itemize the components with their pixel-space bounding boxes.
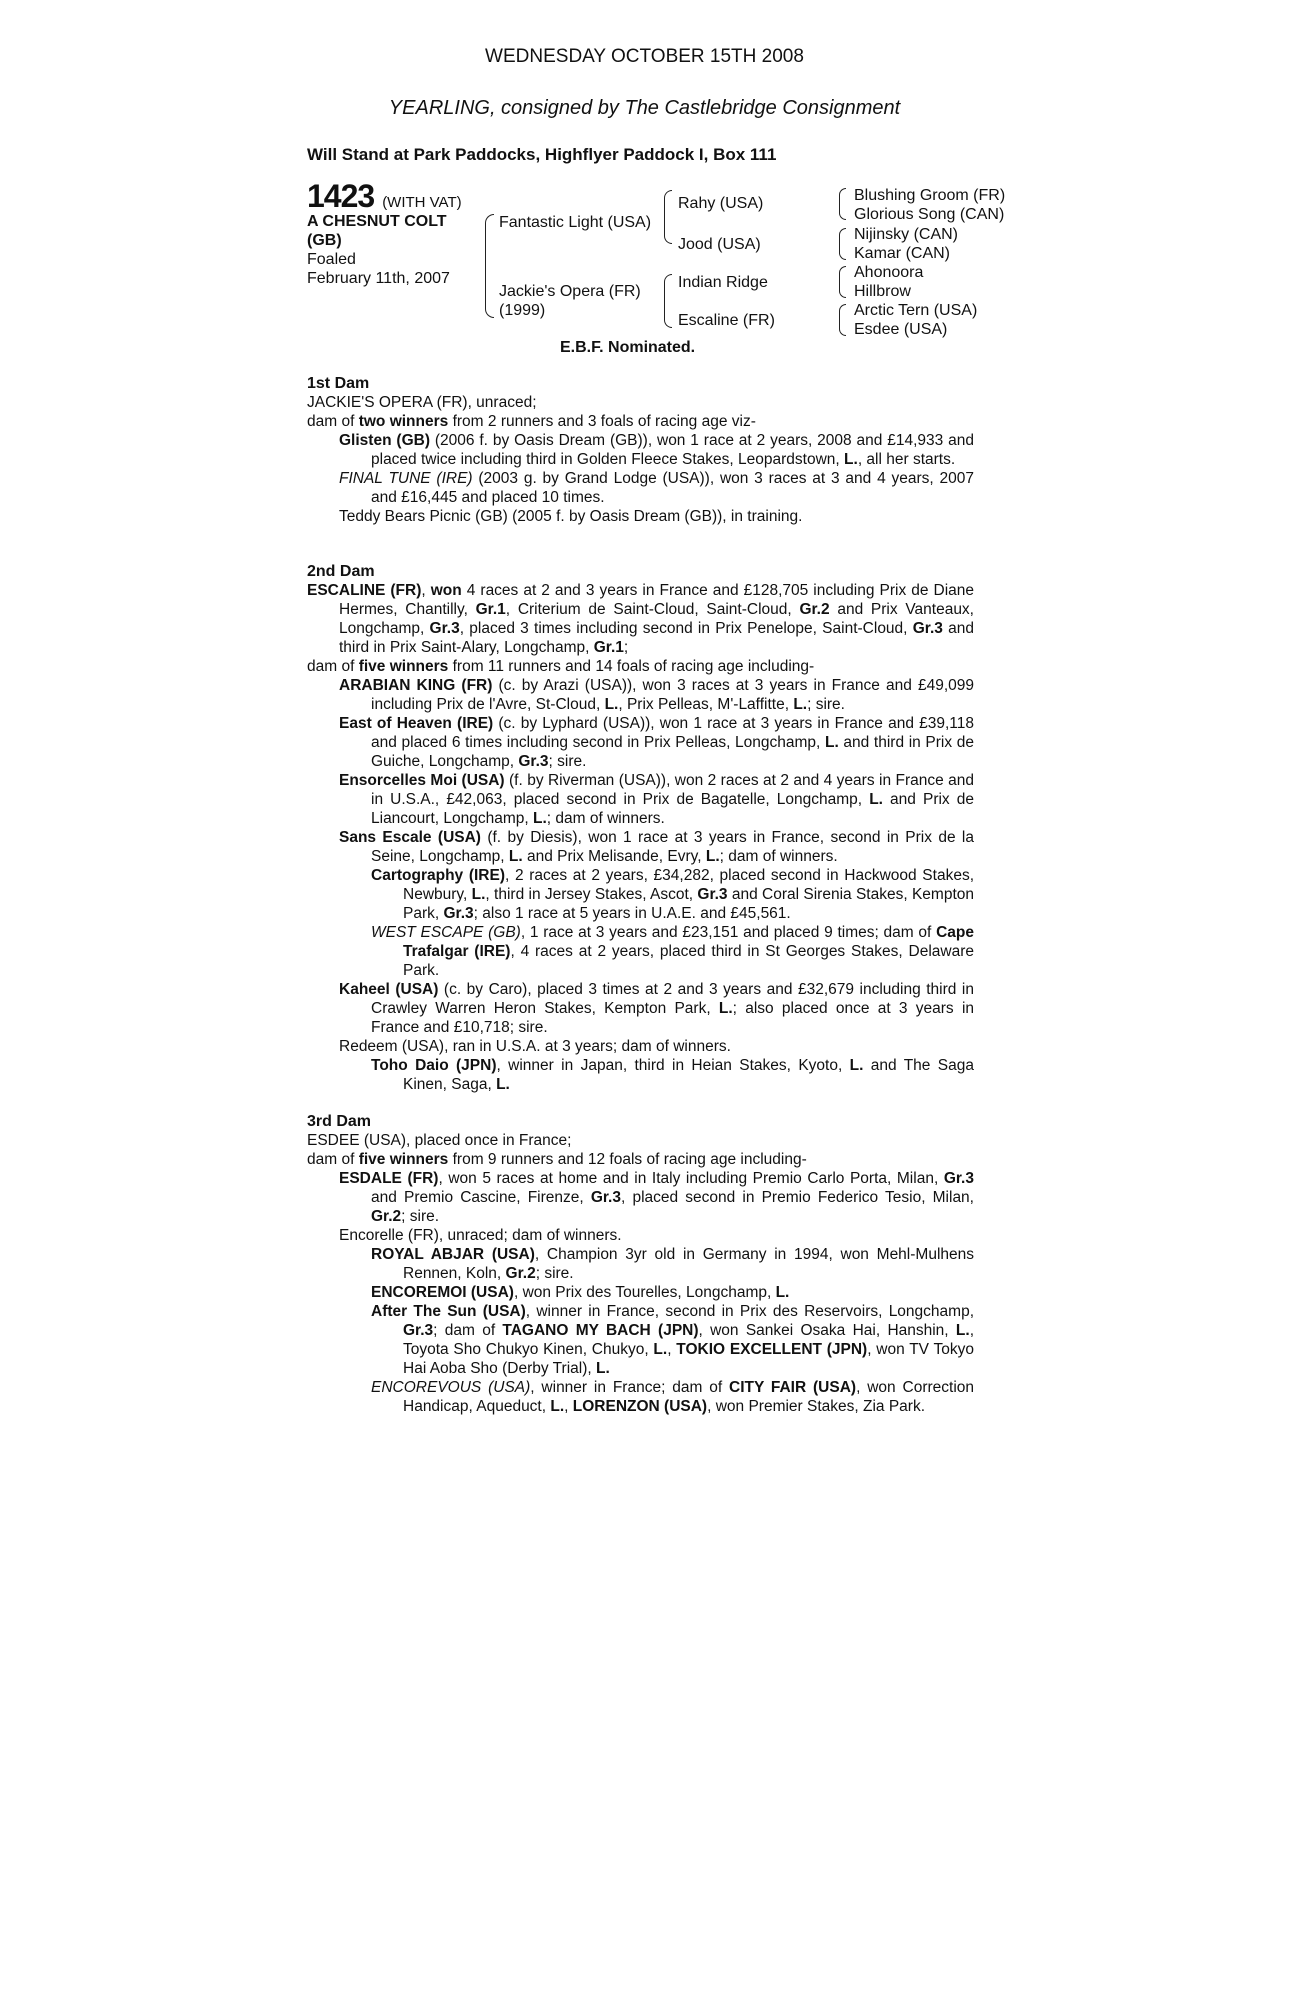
sire-sire: Rahy (USA) <box>678 195 764 212</box>
dam: Jackie's Opera (FR) <box>499 283 641 300</box>
g6: Hillbrow <box>854 283 911 300</box>
produce-west-escape: WEST ESCAPE (GB), 1 race at 3 years and £23,151 and placed 9 times; dam of Cape Trafalgar (IRE), 4 races at 2 years, placed third in St Georges Stakes, Delaware Park. <box>371 924 974 979</box>
produce-royal-abjar: ROYAL ABJAR (USA), Champion 3yr old in Germany in 1994, won Mehl-Mulhens Rennen, Koln, Gr.2; sire. <box>371 1246 974 1282</box>
sire-dam: Jood (USA) <box>678 236 761 253</box>
first-dam-produce: dam of two winners from 2 runners and 3 foals of racing age viz- <box>307 413 756 430</box>
horse-description: A CHESNUT COLT (GB) <box>307 213 447 249</box>
dam-year: (1999) <box>499 302 546 319</box>
g3: Nijinsky (CAN) <box>854 226 958 243</box>
third-dam-line: ESDEE (USA), placed once in France; <box>307 1132 572 1149</box>
produce-encorelle: Encorelle (FR), unraced; dam of winners. <box>339 1227 622 1244</box>
foaled-date: February 11th, 2007 <box>307 270 450 287</box>
second-dam-heading: 2nd Dam <box>307 563 375 580</box>
produce-after-the-sun: After The Sun (USA), winner in France, second in Prix des Reservoirs, Longchamp, Gr.3; dam of TAGANO MY BACH (JPN), won Sankei Osaka Hai, Hanshin, L., Toyota Sho Chukyo Kinen, Chukyo, L., TOKIO EXCELLENT (JPN), won TV Tokyo Hai Aoba Sho (Derby Trial), L. <box>371 1303 974 1377</box>
first-dam-section <box>307 374 974 526</box>
produce-encorevous: ENCOREVOUS (USA), winner in France; dam of CITY FAIR (USA), won Correction Handicap, Aqueduct, L., LORENZON (USA), won Premier Stakes, Zia Park. <box>371 1379 975 1415</box>
esdee-produce: dam of five winners from 9 runners and 12 foals of racing age including- <box>307 1151 807 1168</box>
foaled-label: Foaled <box>307 251 356 268</box>
brace-sire-dam <box>485 214 494 318</box>
brace-g2 <box>839 228 846 260</box>
produce-cartography: Cartography (IRE), 2 races at 2 years, £34,282, placed second in Hackwood Stakes, Newbury, L., third in Jersey Stakes, Ascot, Gr.3 and Coral Sirenia Stakes, Kempton Park, Gr.3; also 1 race at 5 years in U.A.E. and £45,561. <box>371 867 975 922</box>
consignor-line: YEARLING, consigned by The Castlebridge Consignment <box>388 97 901 119</box>
produce-toho-daio: Toho Daio (JPN), winner in Japan, third in Heian Stakes, Kyoto, L. and The Saga Kinen, Saga, L. <box>371 1057 974 1093</box>
g5: Ahonoora <box>854 264 924 281</box>
produce-redeem: Redeem (USA), ran in U.S.A. at 3 years; dam of winners. <box>339 1038 731 1055</box>
sire: Fantastic Light (USA) <box>499 214 652 231</box>
first-dam-line: JACKIE'S OPERA (FR), unraced; <box>307 394 537 411</box>
third-dam-section <box>307 1112 974 1416</box>
g8: Esdee (USA) <box>854 321 948 338</box>
produce-esdale: ESDALE (FR), won 5 races at home and in Italy including Premio Carlo Porta, Milan, Gr.3 and Premio Cascine, Firenze, Gr.3, placed second in Premio Federico Tesio, Milan, Gr.2; sire. <box>339 1170 974 1225</box>
produce-east-of-heaven: East of Heaven (IRE) (c. by Lyphard (USA)), won 1 race at 3 years in France and £39,118 and placed 6 times including second in Prix Pelleas, Longchamp, L. and third in Prix de Guiche, Longchamp, Gr.3; sire. <box>339 715 974 770</box>
vat-note: (WITH VAT) <box>382 194 462 211</box>
first-dam-heading: 1st Dam <box>307 375 370 392</box>
brace-g4 <box>839 304 846 336</box>
produce-sans-escale: Sans Escale (USA) (f. by Diesis), won 1 race at 3 years in France, second in Prix de la Seine, Longchamp, L. and Prix Melisande, Evry, L.; dam of winners. <box>339 829 974 865</box>
escaline-produce: dam of five winners from 11 runners and 14 foals of racing age including- <box>307 658 815 675</box>
g7: Arctic Tern (USA) <box>854 302 978 319</box>
dam-dam: Escaline (FR) <box>678 312 775 329</box>
g2: Glorious Song (CAN) <box>854 206 1005 223</box>
produce-kaheel: Kaheel (USA) (c. by Caro), placed 3 times at 2 and 3 years and £32,679 including third in Crawley Warren Heron Stakes, Kempton Park, L.; also placed once at 3 years in France and £10,718; sire. <box>339 981 975 1036</box>
produce-final-tune: FINAL TUNE (IRE) (2003 g. by Grand Lodge (USA)), won 3 races at 3 and 4 years, 2007 and £16,445 and placed 10 times. <box>339 470 974 506</box>
lot-block <box>307 178 477 288</box>
stand-location: Will Stand at Park Paddocks, Highflyer Paddock I, Box 111 <box>307 145 777 164</box>
produce-glisten: Glisten (GB) (2006 f. by Oasis Dream (GB)), won 1 race at 2 years, 2008 and £14,933 and placed twice including third in Golden Fleece Stakes, Leopardstown, L., all her starts. <box>339 432 974 468</box>
produce-arabian-king: ARABIAN KING (FR) (c. by Arazi (USA)), won 3 races at 3 years in France and £49,099 including Prix de l'Avre, St-Cloud, L., Prix Pelleas, M'-Laffitte, L.; sire. <box>339 677 974 713</box>
produce-ensorcelles-moi: Ensorcelles Moi (USA) (f. by Riverman (USA)), won 2 races at 2 and 4 years in France and in U.S.A., £42,063, placed second in Prix de Bagatelle, Longchamp, L. and Prix de Liancourt, Longchamp, L.; dam of winners. <box>339 772 974 827</box>
produce-encoremoi: ENCOREMOI (USA), won Prix des Tourelles, Longchamp, L. <box>371 1284 790 1301</box>
brace-sire-parents <box>664 190 672 244</box>
brace-g3 <box>839 266 846 298</box>
escaline-record: ESCALINE (FR), won 4 races at 2 and 3 years in France and £128,705 including Prix de Diane Hermes, Chantilly, Gr.1, Criterium de Saint-Cloud, Saint-Cloud, Gr.2 and Prix Vanteaux, Longchamp, Gr.3, placed 3 times including second in Prix Penelope, Saint-Cloud, Gr.3 and third in Prix Saint-Alary, Longchamp, Gr.1; <box>307 582 974 656</box>
g1: Blushing Groom (FR) <box>854 187 1006 204</box>
dam-sire: Indian Ridge <box>678 274 768 291</box>
produce-teddy: Teddy Bears Picnic (GB) (2005 f. by Oasis Dream (GB)), in training. <box>339 508 803 525</box>
second-dam-section <box>307 562 974 1094</box>
g4: Kamar (CAN) <box>854 245 951 262</box>
lot-number: 1423 <box>307 178 375 214</box>
third-dam-heading: 3rd Dam <box>307 1113 372 1130</box>
sale-date: WEDNESDAY OCTOBER 15TH 2008 <box>485 46 804 67</box>
ebf-nomination: E.B.F. Nominated. <box>560 339 696 356</box>
brace-dam-parents <box>664 274 672 328</box>
brace-g1 <box>839 188 846 220</box>
